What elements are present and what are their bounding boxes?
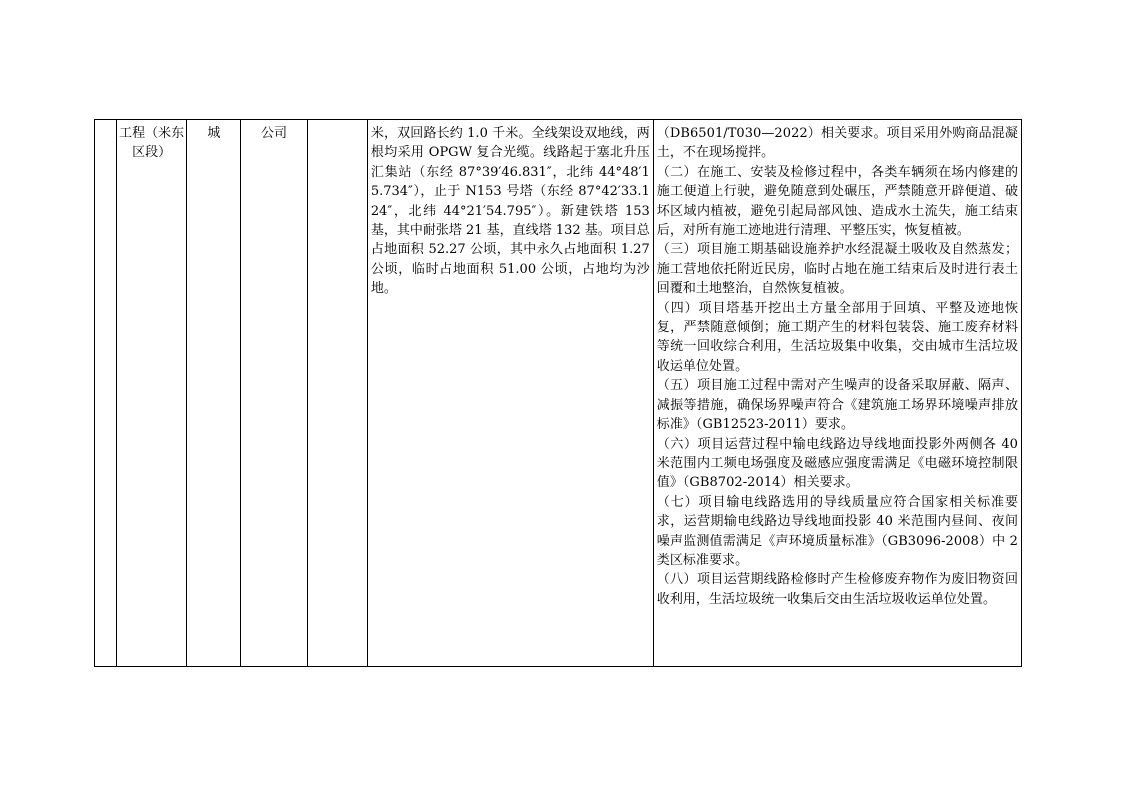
requirement-paragraph: （三）项目施工期基础设施养护水经混凝土吸收及自然蒸发；施工营地依托附近民房，临时占地在施工结束后及时进行表土回覆和土地整治，自然恢复植被。	[656, 242, 1018, 297]
location-text: 城	[207, 126, 221, 141]
cell-description	[367, 120, 653, 667]
description-text: 米，双回路长约 1.0 千米。全线架设双地线，两根均采用 OPGW 复合光缆。线路起于塞北升压汇集站（东经 87°39′46.831″，北纬 44°48′15.734″），止于 N153 号塔（东经 87°42′33.124″，北纬 44°21′54.795″）。新建铁塔 153 基，其中耐张塔 21 基，直线塔 132 基。项目总占地面积 52.27 公顷，其中永久占地面积 1.27 公顷，临时占地面积 51.00 公顷，占地均为沙地。	[370, 126, 650, 297]
requirement-paragraph: （五）项目施工过程中需对产生噪声的设备采取屏蔽、隔声、减振等措施，确保场界噪声符合《建筑施工场界环境噪声排放标准》（GB12523-2011）要求。	[656, 378, 1018, 433]
requirement-paragraph: （二）在施工、安装及检修过程中，各类车辆须在场内修建的施工便道上行驶，避免随意到处碾压，严禁随意开辟便道、破坏区域内植被，避免引起局部风蚀、造成水土流失，施工结束后，对所有施工迹地进行清理、平整压实，恢复植被。	[656, 164, 1018, 239]
requirements-list	[654, 120, 1021, 609]
requirement-paragraph: （DB6501/T030—2022）相关要求。项目采用外购商品混凝土，不在现场搅拌。	[656, 126, 1018, 161]
requirement-paragraph: （七）项目输电线路选用的导线质量应符合国家相关标准要求，运营期输电线路边导线地面投影 40 米范围内昼间、夜间噪声监测值需满足《声环境质量标准》（GB3096-2008）中 2 类区标准要求。	[656, 494, 1018, 568]
cell-project-name	[117, 120, 187, 667]
table-row	[95, 120, 1022, 667]
requirement-paragraph: （八）项目运营期线路检修时产生检修废弃物作为废旧物资回收利用，生活垃圾统一收集后交由生活垃圾收运单位处置。	[656, 572, 1018, 607]
requirement-paragraph: （六）项目运营过程中输电线路边导线地面投影外两侧各 40 米范围内工频电场强度及磁感应强度需满足《电磁环境控制限值》（GB8702-2014）相关要求。	[656, 436, 1018, 491]
cell-location	[187, 120, 241, 667]
requirement-paragraph: （四）项目塔基开挖出土方量全部用于回填、平整及迹地恢复，严禁随意倾倒；施工期产生的材料包装袋、施工废弃材料等统一回收综合利用，生活垃圾集中收集，交由城市生活垃圾收运单位处置。	[656, 300, 1018, 374]
project-name-text: 工程（米东区段）	[119, 126, 185, 161]
cell-empty	[307, 120, 367, 667]
cell-requirements	[653, 120, 1021, 667]
approval-table	[94, 119, 1022, 667]
unit-text: 公司	[261, 126, 288, 141]
cell-index	[95, 120, 117, 667]
cell-unit	[241, 120, 307, 667]
